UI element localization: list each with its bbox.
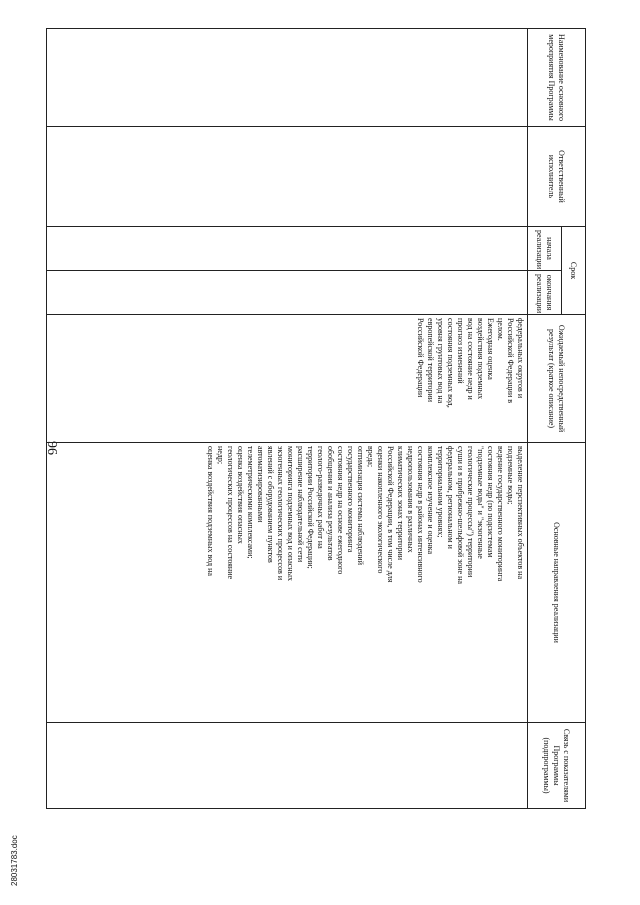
direction-line: оценки накопленного экологического: [376, 446, 385, 574]
direction-line: Российской Федерации, в том числе для: [386, 446, 395, 583]
direction-line: оценка воздействия опасных: [236, 446, 245, 544]
direction-line: обобщения и анализа результатов: [326, 446, 335, 561]
direction-line: явлений с оборудованием пунктов: [266, 446, 275, 563]
expected-result-line: федеральных округов и: [516, 318, 525, 399]
expected-result-line: вод на состояние недр и: [466, 318, 475, 400]
header-term: Срок: [562, 227, 586, 315]
direction-line: экзогенных геологических процессов и: [276, 446, 285, 581]
direction-line: расширение наблюдательной сети: [296, 446, 305, 563]
header-main-activity: Наименование основного мероприятия Программы: [528, 29, 586, 127]
expected-result-line: уровня грунтовых вод на: [436, 318, 445, 404]
direction-line: мониторинга подземных вод и опасных: [286, 446, 295, 581]
direction-line: недропользования в различных: [406, 446, 415, 553]
direction-line: "подземные воды" и "экзогенные: [476, 446, 485, 559]
direction-line: территориальном уровнях;: [436, 446, 445, 538]
expected-result-line: целом.: [496, 318, 505, 341]
page-number: 96: [44, 441, 59, 455]
direction-line: территории Российской Федерации;: [306, 446, 315, 569]
cell-expected-result: [47, 315, 528, 443]
direction-line: подземные воды;: [506, 446, 515, 505]
header-term-end: окончания реализации: [528, 271, 562, 315]
direction-line: оптимизация системы наблюдений: [356, 446, 365, 565]
header-expected-result: Ожидаемый непосредственный результат (краткое описание): [528, 315, 586, 443]
cell-term-start: [47, 227, 528, 271]
header-responsible: Ответственный исполнитель: [528, 127, 586, 227]
cell-directions: [47, 443, 528, 723]
header-indicators-link: Связь с показателями Программы (подпрограммы): [528, 723, 586, 809]
header-directions: Основные направления реализации: [528, 443, 586, 723]
direction-line: государственного мониторинга: [346, 446, 355, 553]
direction-line: геологических процессов на состояние: [226, 446, 235, 580]
direction-line: состояния недр (по подсистемам: [486, 446, 495, 558]
direction-line: федеральном, региональном и: [446, 446, 455, 549]
header-term-start: начала реализации: [528, 227, 562, 271]
cell-indicators-link: [47, 723, 528, 809]
direction-line: автоматизированными: [256, 446, 265, 523]
direction-line: недр;: [216, 446, 225, 465]
cell-term-end: [47, 271, 528, 315]
program-table: [46, 28, 586, 809]
direction-line: телеметрическими комплексами;: [246, 446, 255, 559]
expected-result-line: воздействия подземных: [476, 318, 485, 400]
direction-line: оценка воздействия подземных вод на: [206, 446, 215, 576]
expected-result-line: Российской Федерации: [416, 318, 425, 398]
cell-responsible: [47, 127, 528, 227]
direction-line: выделение перспективных объектов на: [516, 446, 525, 579]
direction-line: геологические процессы") территории: [466, 446, 475, 578]
direction-line: геолого-разведочных работ на: [316, 446, 325, 549]
expected-result-line: Ежегодная оценка: [486, 318, 495, 380]
cell-main-activity: [47, 29, 528, 127]
direction-line: суши и в прибрежно-шельфовой зоне на: [456, 446, 465, 584]
direction-line: климатических зонах территории: [396, 446, 405, 561]
expected-result-line: европейской территории: [426, 318, 435, 403]
expected-result-line: состояния подземных вод,: [446, 318, 455, 408]
direction-line: ведение государственного мониторинга: [496, 446, 505, 582]
rotated-table-sheet: [46, 28, 586, 808]
direction-line: вреда;: [366, 446, 375, 468]
document-code: 28031783.doc: [10, 835, 19, 886]
direction-line: комплексное изучение и оценка: [426, 446, 435, 555]
direction-line: состояния недр в районах интенсивного: [416, 446, 425, 583]
direction-line: состояния недр на основе ежегодного: [336, 446, 345, 575]
expected-result-line: прогноз изменений: [456, 318, 465, 384]
expected-result-line: Российской Федерации в: [506, 318, 515, 403]
